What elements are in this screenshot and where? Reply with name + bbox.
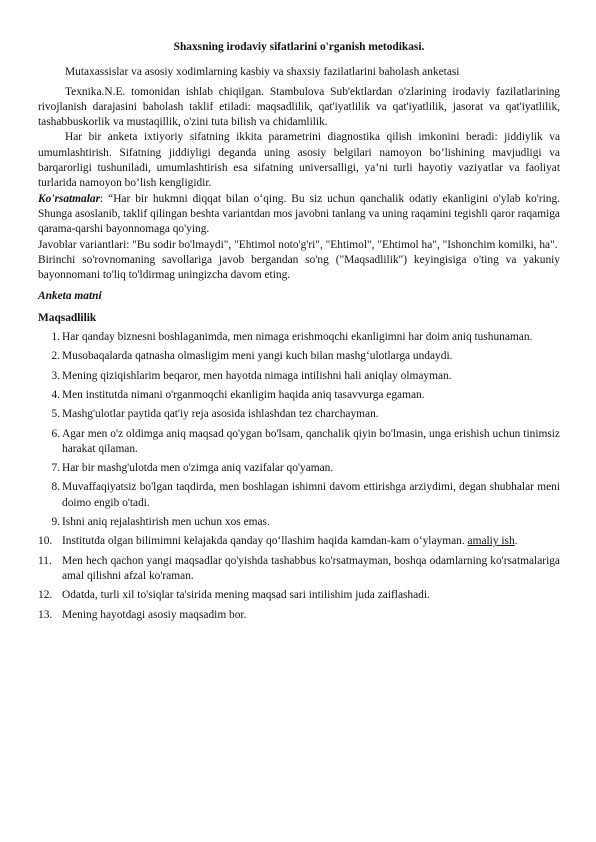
item-underlined-text: amaliy ish [467, 535, 515, 548]
instructions-text: : “Har bir hukmni diqqat bilan o‘qing. Bu siz uchun qanchalik odatiy ekanligini o'ylab ko'ring. Shunga asoslanib, taklif qilingan beshta variantdan mos javobni tanlang va uning raqamini tegishli qaror raqamiga qarama-qarshi bayonnomaga qo'ying. [38, 192, 560, 236]
page-title: Shaxsning irodaviy sifatlarini o'rganish metodikasi. [173, 41, 425, 53]
item-text: Ishni aniq rejalashtirish men uchun xos emas. [62, 516, 270, 529]
list-item [38, 588, 560, 603]
item-text: Har bir mashg'ulotda men o'zimga aniq vazifalar qo'yaman. [62, 462, 334, 475]
item-number: 13. [38, 608, 53, 621]
list-item [38, 427, 560, 458]
list-item [38, 515, 560, 530]
item-number: 7. [51, 462, 60, 475]
item-text: Men hech qachon yangi maqsadlar qo'yishda tashabbus ko'rsatmayman, boshqa odamlarning ko'rsatmalariga amal qilishni afzal ko'raman. [62, 554, 560, 582]
item-text: Mening hayotdagi asosiy maqsadim bor. [62, 608, 247, 621]
section-heading: Anketa matni [38, 290, 102, 303]
list-item [38, 461, 560, 476]
item-number: 9. [51, 516, 60, 529]
item-text: Musobaqalarda qatnasha olmasligim meni yangi kuch bilan mashg‘ulotlarga undaydi. [62, 350, 453, 363]
order-paragraph: Birinchi so'rovnomaning savollariga javob bergandan so'ng ("Maqsadlilik") keyingisiga o'ting va yakuniy bayonnomani to'liq to'ldirmag uningizcha davom eting. [38, 253, 560, 282]
item-number: 6. [51, 427, 60, 440]
item-text: Mening qiziqishlarim beqaror, men hayotda nimaga intilishni hali aniqlay olmayman. [62, 369, 452, 382]
subsection-heading: Maqsadlilik [38, 311, 97, 324]
item-number: 5. [51, 408, 60, 421]
list-item [38, 388, 560, 403]
instructions-label: Ko'rsatmalar [38, 192, 101, 205]
item-text: Har qanday biznesni boshlaganimda, men nimaga erishmoqchi ekanligimni har doim aniq tushunaman. [62, 331, 533, 344]
item-number: 1. [51, 331, 60, 344]
list-item [38, 554, 560, 585]
item-text: Mashg'ulotlar paytida qat'iy reja asosida ishlashdan tez charchayman. [62, 408, 379, 421]
item-text: Institutda olgan bilimimni kelajakda qanday qo‘llashim haqida kamdan-kam o‘ylayman. [62, 535, 468, 548]
item-number: 3. [51, 369, 60, 382]
item-number: 8. [51, 481, 60, 494]
item-text-end: . [514, 535, 518, 548]
list-item [38, 330, 560, 345]
list-item [38, 534, 560, 549]
item-text: Muvaffaqiyatsiz bo'lgan taqdirda, men boshlagan ishimni davom ettirishga arziydimi, degan shubhalar meni doimo engib o'tadi. [62, 481, 560, 509]
item-text: Odatda, turli xil to'siqlar ta'sirida mening maqsad sari intilishim juda zaiflashadi. [62, 589, 430, 602]
item-number: 10. [38, 535, 53, 548]
question-list [38, 330, 560, 623]
item-number: 2. [51, 350, 60, 363]
list-item [38, 407, 560, 422]
item-text: Agar men o'z oldimga aniq maqsad qo'ygan bo'lsam, qanchalik qiyin bo'lmasin, unga erishish uchun tinimsiz harakat qilaman. [62, 427, 560, 455]
instructions-paragraph [38, 192, 560, 238]
intro-paragraph-1: Texnika.N.E. tomonidan ishlab chiqilgan. Stambulova Sub'ektlardan o'zlarining irodaviy fazilatlarining rivojlanish darajasini baholash taklif etiladi: maqsadlilik, qat'iyatlilik va qat'iyatlilik, jasorat va qat'iyatlilik, tashabbuskorlik va mustaqillik, o'zini tuta bilish va chidamlilik. [38, 85, 560, 129]
answers-paragraph: Javoblar variantlari: "Bu sodir bo'lmaydi", "Ehtimol noto'g'ri", "Ehtimol", "Ehtimol ha", "Ishonchim komilki, ha". [38, 238, 558, 251]
intro-paragraph-2: Har bir anketa ixtiyoriy sifatning ikkita parametrini diagnostika qilish imkonini beradi: jiddiylik va umumlashtirish. Sifatning jiddiyligi deganda uning asosiy belgilari namoyon bo’lishining mavjudligi va barqarorligi tushuniladi, umumlashtirish esa sifatning universalligi, ya’ni turli hayotiy vaziyatlar va faoliyat turlarida namoyon bo’lish kengligidir. [38, 131, 560, 190]
list-item [38, 480, 560, 511]
subtitle: Mutaxassislar va asosiy xodimlarning kasbiy va shaxsiy fazilatlarini baholash anketasi [65, 66, 460, 79]
list-item [38, 349, 560, 364]
list-item [38, 608, 560, 623]
item-number: 12. [38, 589, 53, 602]
list-item [38, 369, 560, 384]
item-text: Men institutda nimani o'rganmoqchi ekanligim haqida aniq tasavvurga egaman. [62, 388, 425, 401]
item-number: 11. [38, 554, 52, 567]
item-number: 4. [51, 388, 60, 401]
